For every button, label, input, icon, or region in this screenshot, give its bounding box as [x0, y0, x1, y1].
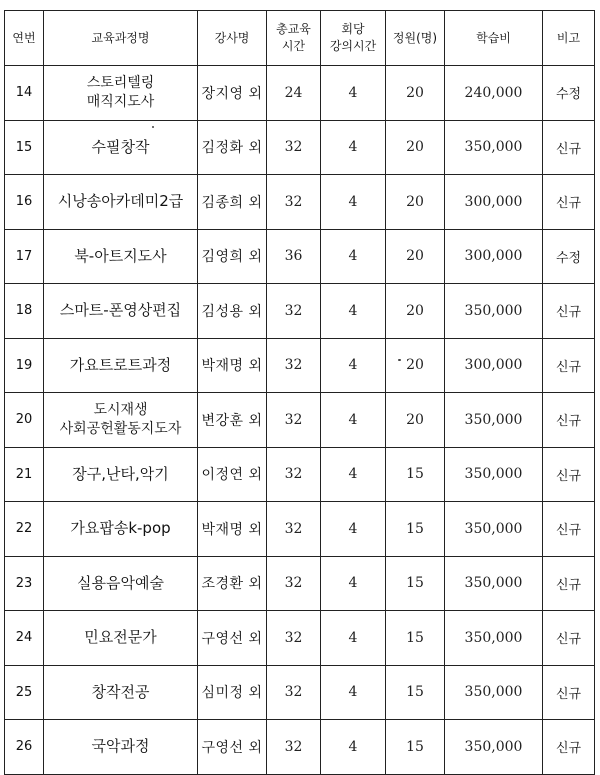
cell-course: [44, 284, 198, 339]
header-session-hours-line1: 회당: [341, 22, 365, 36]
table-header-row: [5, 11, 595, 66]
cell-fee: 240,000: [445, 66, 543, 121]
cell-total-hours: 32: [267, 447, 321, 502]
cell-course: [44, 338, 198, 393]
cell-note: 신규: [543, 447, 595, 502]
cell-instructor: 김성용 외: [198, 284, 267, 339]
cell-session-hours: 4: [321, 284, 386, 339]
cell-total-hours: 32: [267, 556, 321, 611]
course-name-line: 창작전공: [91, 682, 150, 701]
table-row: [5, 338, 595, 393]
cell-total-hours: 32: [267, 120, 321, 175]
cell-session-hours: 4: [321, 175, 386, 230]
table-row: [5, 175, 595, 230]
table-body: [5, 66, 595, 775]
course-name-line: 시낭송아카데미2급: [57, 192, 184, 211]
cell-note: 신규: [543, 120, 595, 175]
cell-capacity: 20: [386, 393, 445, 448]
cell-course: [44, 175, 198, 230]
cell-session-hours: 4: [321, 447, 386, 502]
table-row: [5, 393, 595, 448]
cell-total-hours: 32: [267, 665, 321, 720]
cell-fee: 350,000: [445, 556, 543, 611]
cell-no: 15: [5, 120, 44, 175]
cell-note: 신규: [543, 175, 595, 230]
cell-course: [44, 393, 198, 448]
course-name-line: 도시재생: [93, 401, 148, 418]
course-table: [4, 10, 595, 775]
cell-session-hours: 4: [321, 720, 386, 775]
table-row: [5, 502, 595, 557]
cell-instructor: 박재명 외: [198, 338, 267, 393]
cell-total-hours: 32: [267, 393, 321, 448]
cell-total-hours: 32: [267, 284, 321, 339]
cell-total-hours: 32: [267, 502, 321, 557]
course-name-line: 실용음악예술: [77, 573, 164, 592]
course-name-line: 북-아트지도사: [74, 246, 167, 265]
cell-session-hours: 4: [321, 120, 386, 175]
cell-note: 신규: [543, 502, 595, 557]
cell-instructor: 이정연 외: [198, 447, 267, 502]
header-total-hours-line1: 총교육: [276, 22, 311, 36]
course-name-line: 매직지도사: [86, 93, 155, 110]
course-name-line: 스마트-폰영상편집: [59, 301, 182, 320]
course-name-line: 가요트로트과정: [69, 355, 172, 374]
scan-speck: [152, 126, 154, 128]
cell-instructor: 구영선 외: [198, 720, 267, 775]
cell-course: [44, 556, 198, 611]
header-no: 연번: [5, 11, 44, 66]
cell-course: [44, 120, 198, 175]
cell-session-hours: 4: [321, 665, 386, 720]
header-course: 교육과정명: [44, 11, 198, 66]
cell-note: 신규: [543, 338, 595, 393]
course-name-line: 사회공헌활동지도자: [59, 420, 182, 437]
cell-course: [44, 447, 198, 502]
cell-no: 16: [5, 175, 44, 230]
cell-capacity: 15: [386, 665, 445, 720]
cell-note: 수정: [543, 66, 595, 121]
cell-fee: 350,000: [445, 393, 543, 448]
course-table-page: [4, 10, 594, 775]
table-row: [5, 229, 595, 284]
cell-instructor: 김종희 외: [198, 175, 267, 230]
cell-instructor: 조경환 외: [198, 556, 267, 611]
header-total-hours-line2: 시간: [281, 39, 306, 53]
table-row: [5, 284, 595, 339]
cell-total-hours: 32: [267, 720, 321, 775]
cell-fee: 350,000: [445, 120, 543, 175]
cell-capacity: 20: [386, 338, 445, 393]
cell-no: 22: [5, 502, 44, 557]
table-row: [5, 556, 595, 611]
cell-session-hours: 4: [321, 611, 386, 666]
cell-note: 신규: [543, 665, 595, 720]
cell-no: 24: [5, 611, 44, 666]
cell-fee: 350,000: [445, 720, 543, 775]
cell-course: [44, 66, 198, 121]
cell-no: 19: [5, 338, 44, 393]
course-name-line: 장구,난타,악기: [72, 464, 169, 483]
cell-instructor: 박재명 외: [198, 502, 267, 557]
cell-no: 14: [5, 66, 44, 121]
cell-instructor: 김정화 외: [198, 120, 267, 175]
cell-note: 신규: [543, 393, 595, 448]
cell-course: [44, 502, 198, 557]
cell-course: [44, 665, 198, 720]
cell-session-hours: 4: [321, 393, 386, 448]
header-session-hours: [321, 11, 386, 66]
cell-fee: 350,000: [445, 611, 543, 666]
course-name-line: 민요전문가: [84, 628, 157, 647]
cell-fee: 350,000: [445, 502, 543, 557]
cell-capacity: 15: [386, 611, 445, 666]
cell-capacity: 15: [386, 556, 445, 611]
cell-fee: 350,000: [445, 665, 543, 720]
header-total-hours: [267, 11, 321, 66]
cell-session-hours: 4: [321, 556, 386, 611]
cell-no: 20: [5, 393, 44, 448]
cell-session-hours: 4: [321, 66, 386, 121]
cell-no: 26: [5, 720, 44, 775]
course-name-line: 스토리텔링: [86, 74, 155, 91]
cell-no: 18: [5, 284, 44, 339]
cell-course: [44, 611, 198, 666]
cell-instructor: 구영선 외: [198, 611, 267, 666]
cell-instructor: 변강훈 외: [198, 393, 267, 448]
table-row: [5, 447, 595, 502]
course-name-line: 가요팝송k-pop: [70, 519, 171, 538]
table-row: [5, 66, 595, 121]
header-session-hours-line2: 강의시간: [329, 39, 377, 53]
cell-total-hours: 32: [267, 175, 321, 230]
cell-instructor: 김영희 외: [198, 229, 267, 284]
cell-fee: 350,000: [445, 284, 543, 339]
cell-instructor: 장지영 외: [198, 66, 267, 121]
course-name-line: 국악과정: [91, 737, 150, 756]
cell-capacity: 20: [386, 229, 445, 284]
header-capacity: 정원(명): [386, 11, 445, 66]
header-fee: 학습비: [445, 11, 543, 66]
cell-capacity: 20: [386, 284, 445, 339]
course-name-line: 수필창작: [91, 137, 150, 156]
table-row: [5, 611, 595, 666]
table-row: [5, 665, 595, 720]
cell-session-hours: 4: [321, 229, 386, 284]
cell-total-hours: 32: [267, 338, 321, 393]
cell-capacity: 15: [386, 447, 445, 502]
cell-fee: 300,000: [445, 229, 543, 284]
cell-note: 신규: [543, 611, 595, 666]
cell-course: [44, 720, 198, 775]
cell-capacity: 20: [386, 120, 445, 175]
table-row: [5, 720, 595, 775]
scan-speck: [398, 359, 401, 361]
cell-total-hours: 24: [267, 66, 321, 121]
header-note: 비고: [543, 11, 595, 66]
cell-capacity: 15: [386, 502, 445, 557]
cell-fee: 350,000: [445, 447, 543, 502]
cell-session-hours: 4: [321, 338, 386, 393]
header-instructor: 강사명: [198, 11, 267, 66]
cell-no: 23: [5, 556, 44, 611]
cell-session-hours: 4: [321, 502, 386, 557]
cell-capacity: 15: [386, 720, 445, 775]
cell-note: 신규: [543, 556, 595, 611]
cell-fee: 300,000: [445, 338, 543, 393]
cell-note: 수정: [543, 229, 595, 284]
cell-total-hours: 36: [267, 229, 321, 284]
cell-note: 신규: [543, 720, 595, 775]
cell-no: 21: [5, 447, 44, 502]
cell-fee: 300,000: [445, 175, 543, 230]
cell-capacity: 20: [386, 175, 445, 230]
cell-course: [44, 229, 198, 284]
cell-capacity: 20: [386, 66, 445, 121]
cell-instructor: 심미정 외: [198, 665, 267, 720]
cell-total-hours: 32: [267, 611, 321, 666]
table-row: [5, 120, 595, 175]
cell-note: 신규: [543, 284, 595, 339]
cell-no: 17: [5, 229, 44, 284]
cell-no: 25: [5, 665, 44, 720]
